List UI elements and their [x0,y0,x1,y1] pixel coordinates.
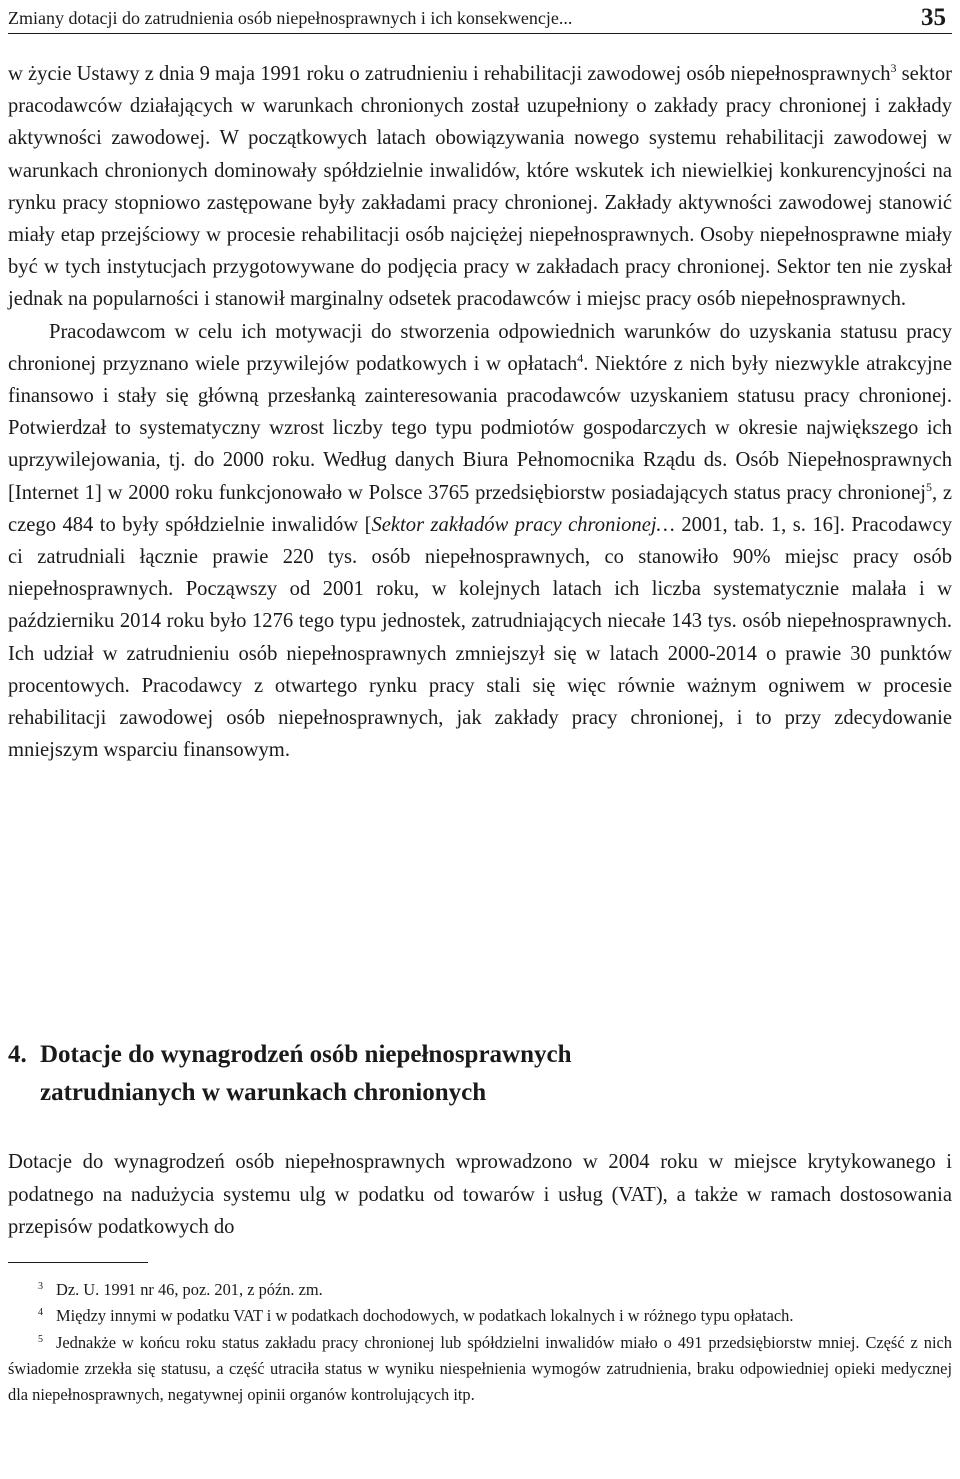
section-title-line-2: zatrudnianych w warunkach chronionych [40,1079,487,1106]
paragraph-2-text-a: Pracodawcom w celu ich motywacji do stworzenia odpowiednich warunków do uzyskania statusu pracy chronionej przyznano wiele przywilejów podatkowych i w opłatach [8,320,952,375]
paragraph-3: Dotacje do wynagrodzeń osób niepełnosprawnych wprowadzono w 2004 roku w miejsce krytykowanego i podatnego na nadużycia systemu ulg w podatku od towarów i usług (VAT), a także w ramach dostosowania przepisów podatkowych do [8,1151,952,1239]
paragraph-2-text-d: 2001, tab. 1, s. 16]. Pracodawcy ci zatrudniali łącznie prawie 220 tys. osób niepełnosprawnych, co stanowiło 90% miejsc pracy osób niepełnosprawnych. Począwszy od 2001 roku, w kolejnych latach ich liczba systematycznie malała i w październiku 2014 roku było 1276 tego typu jednostek, zatrudniających niecałe 143 tys. osób niepełnosprawnych. Ich udział w zatrudnieniu osób niepełnosprawnych zmniejszył się w latach 2000-2014 o prawie 30 punktów procentowych. Pracodawcy z otwartego rynku pracy stali się więc równie ważnym ogniwem w procesie rehabilitacji zawodowej osób niepełnosprawnych, jak zakłady pracy chronionej, i to przy zdecydowanie mniejszym wsparciu finansowym. [8,513,952,762]
footnote-ref-4[interactable]: 4 [577,350,584,365]
paragraph-2-text-b: . Niektóre z nich były niezwykle atrakcyjne finansowo i stały się główną przesłanką zainteresowania pracodawców uzyskaniem statusu pracy chronionej. Potwierdzał to systematyczny wzrost liczby tego typu podmiotów gospodarczych w okresie największego ich uprzywilejowania, tj. do 2000 roku. Według danych Biura Pełnomocnika Rządu ds. Osób Niepełnosprawnych [Internet 1] w 2000 roku funkcjonowało w Polsce 3765 przedsiębiorstw posiadających status pracy chronionej [8,352,952,504]
footnote-text: Między innymi w podatku VAT i w podatkach dochodowych, w podatkach lokalnych i w różnego typu opłatach. [56,1306,794,1326]
citation-title: Sektor zakładów pracy chronionej… [371,513,675,536]
section-title-line-1: Dotacje do wynagrodzeń osób niepełnosprawnych [40,1041,572,1068]
paragraph-2 [8,316,952,767]
footnote-separator [8,1262,148,1263]
section-number: 4. [8,1041,27,1068]
footnote-5: $^5$ Jednakże w końcu roku status zakładu pracy chronionej lub spółdzielni inwalidów miało o 491 przedsiębiorstw mniej. Część z nich świadomie zrzekła się statusu, a część utraciła status w wyniku niespełnienia wymogów zatrudnienia, braku odpowiedniej opieki medycznej dla niepełnosprawnych, negatywnej opinii organów kontrolujących itp. [8,1332,952,1405]
footnote-4: $^4$ Między innymi w podatku VAT i w podatkach dochodowych, w podatkach lokalnych i w różnego typu opłatach. [38,1306,794,1326]
footnotes [8,1277,952,1408]
running-title: Zmiany dotacji do zatrudnienia osób niepełnosprawnych i ich konsekwencje... [8,8,573,28]
paragraph-1 [8,58,952,316]
footnote-ref-3[interactable]: 3 [890,61,897,75]
section-heading [8,1036,952,1112]
footnote-text: Jednakże w końcu roku status zakładu pracy chronionej lub spółdzielni inwalidów miało o 491 przedsiębiorstw mniej. Część z nich świadomie zrzekła się statusu, a część utraciła status w wyniku niespełnienia wymogów zatrudnienia, braku odpowiedniej opieki medycznej dla niepełnosprawnych, negatywnej opinii organów kontrolujących itp. [8,1332,952,1405]
page-number: 35 [921,4,946,31]
paragraph-2-text-c: , z czego 484 to były spółdzielnie inwalidów [ [8,481,953,536]
footnote-3: $^3$ Dz. U. 1991 nr 46, poz. 201, z późn. zm. [38,1280,323,1299]
footnote-text: Dz. U. 1991 nr 46, poz. 201, z późn. zm. [56,1280,323,1299]
section-text [8,1146,952,1244]
main-text [8,58,952,766]
running-header [8,0,952,34]
footnote-ref-5[interactable]: 5 [925,479,932,494]
paragraph-1-text-a: w życie Ustawy z dnia 9 maja 1991 roku o zatrudnieniu i rehabilitacji zawodowej osób niepełnosprawnych [8,63,891,85]
paragraph-1-text-b: sektor pracodawców działających w warunkach chronionych został uzupełniony o zakłady pracy chronionej i zakłady aktywności zawodowej. W początkowych latach obowiązywania nowego systemu rehabilitacji zawodowej w warunkach chronionych dominowały spółdzielnie inwalidów, które wskutek ich niewielkiej konkurencyjności na rynku pracy stopniowo zastępowane były zakładami pracy chronionej. Zakłady aktywności zawodowej stanowić miały etap przejściowy w procesie rehabilitacji osób najciężej niepełnosprawnych. Osoby niepełnosprawne miały być w tych instytucjach przygotowywane do podjęcia pracy w zakładach pracy chronionej. Sektor ten nie zyskał jednak na popularności i stanowił marginalny odsetek pracodawców i miejsc pracy osób niepełnosprawnych. [8,63,952,311]
